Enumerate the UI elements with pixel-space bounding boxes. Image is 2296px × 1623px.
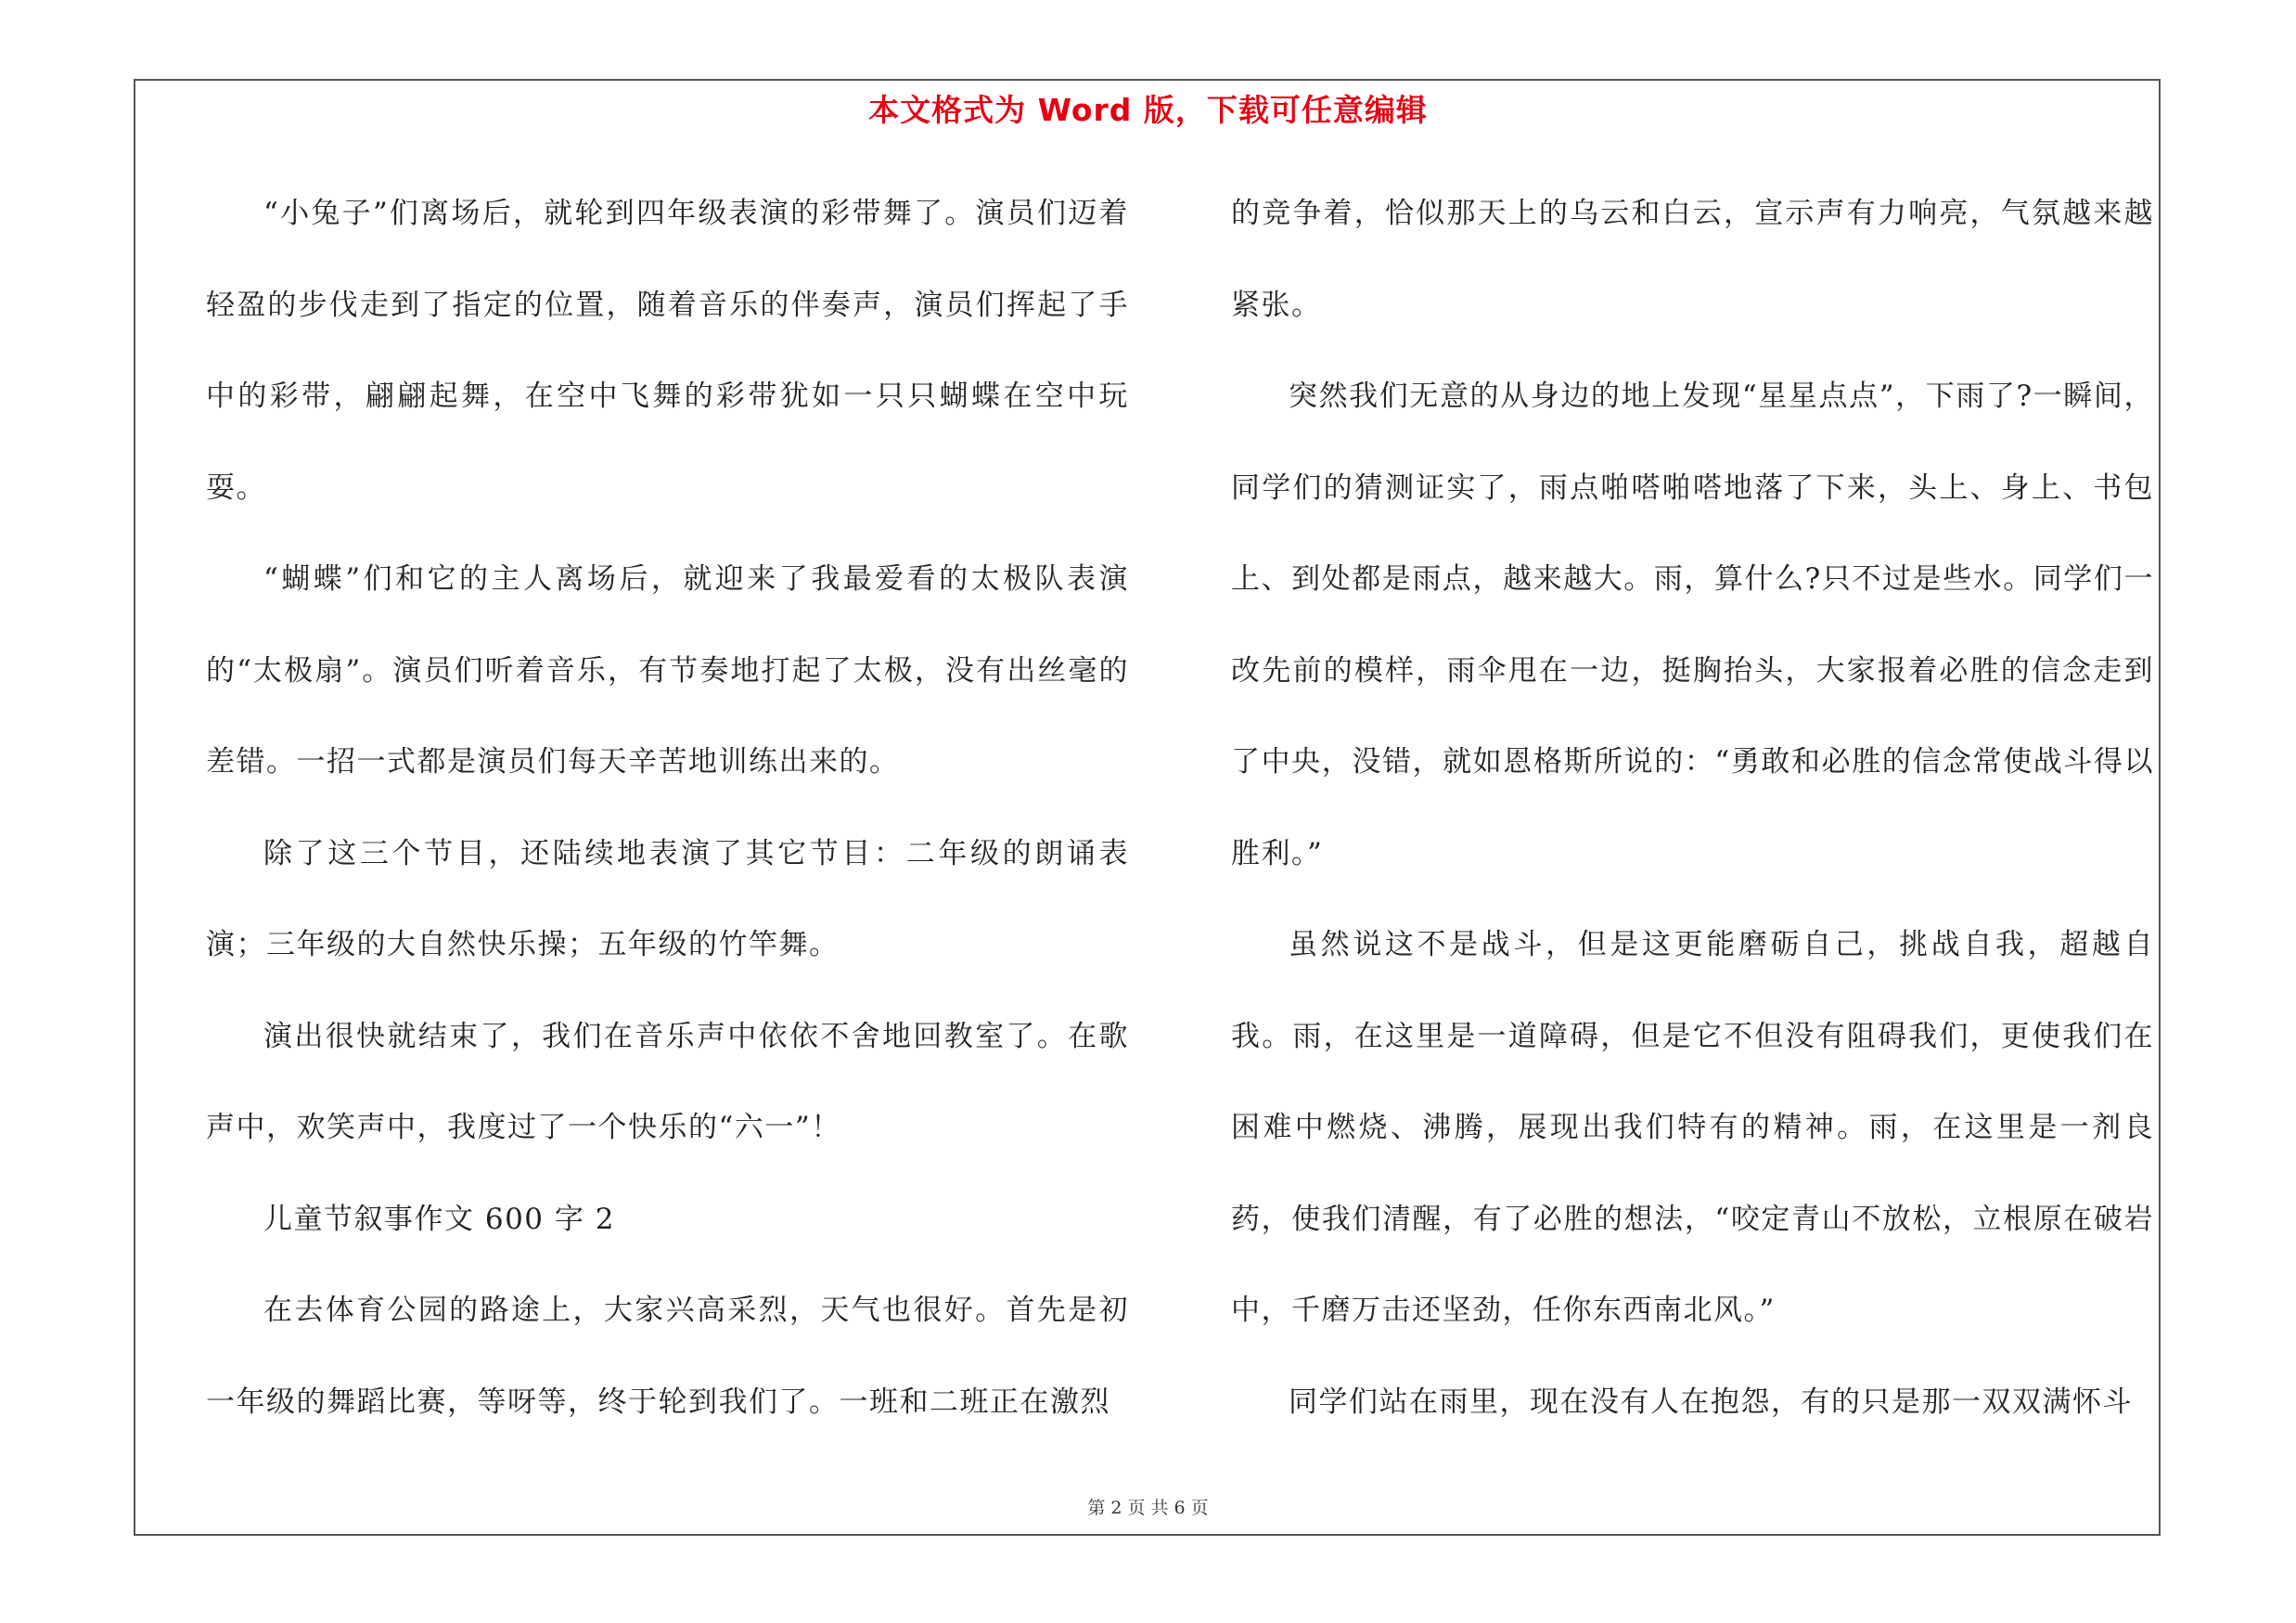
paragraph: 突然我们无意的从身边的地上发现“星星点点”，下雨了?一瞬间，同学们的猜测证实了，雨点啪嗒啪嗒地落了下来，头上、身上、书包上、到处都是雨点，越来越大。雨，算什么?只不过是些水。同学们一改先前的模样，雨伞甩在一边，挺胸抬头，大家报着必胜的信念走到了中央，没错，就如恩格斯所说的：“勇敢和必胜的信念常使战斗得以胜利。”: [1231, 380, 2154, 870]
paragraph-continuation: 的竞争着，恰似那天上的乌云和白云，宣示声有力响亮，气氛越来越紧张。: [1231, 197, 2154, 322]
paragraph: 虽然说这不是战斗，但是这更能磨砺自己，挑战自我，超越自我。雨，在这里是一道障碍，但是它不但没有阻碍我们，更使我们在困难中燃烧、沸腾，展现出我们特有的精神。雨，在这里是一剂良药，使我们清醒，有了必胜的想法，“咬定青山不放松，立根原在破岩中，千磨万击还坚劲，任你东西南北风。”: [1231, 928, 2154, 1327]
right-column: [1231, 168, 2154, 1448]
document-banner: 本文格式为 Word 版，下载可任意编辑: [868, 92, 1428, 128]
left-column: [206, 168, 1129, 1448]
paragraph: “蝴蝶”们和它的主人离场后，就迎来了我最爱看的太极队表演的“太极扇”。演员们听着音乐，有节奏地打起了太极，没有出丝毫的差错。一招一式都是演员们每天辛苦地训练出来的。: [206, 562, 1129, 779]
section-heading: 儿童节叙事作文 600 字 2: [263, 1202, 615, 1236]
page-number: 第 2 页 共 6 页: [1087, 1498, 1209, 1518]
paragraph: 演出很快就结束了，我们在音乐声中依依不舍地回教室了。在歌声中，欢笑声中，我度过了一个快乐的“六一”！: [206, 1019, 1129, 1144]
paragraph: “小兔子”们离场后，就轮到四年级表演的彩带舞了。演员们迈着轻盈的步伐走到了指定的位置，随着音乐的伴奏声，演员们挥起了手中的彩带，翩翩起舞，在空中飞舞的彩带犹如一只只蝴蝶在空中玩耍。: [206, 197, 1129, 505]
paragraph: 同学们站在雨里，现在没有人在抱怨，有的只是那一双双满怀斗: [1289, 1385, 2133, 1419]
paragraph: 除了这三个节目，还陆续地表演了其它节目：二年级的朗诵表演；三年级的大自然快乐操；五年级的竹竿舞。: [206, 836, 1129, 961]
paragraph: 在去体育公园的路途上，大家兴高采烈，天气也很好。首先是初一年级的舞蹈比赛，等呀等，终于轮到我们了。一班和二班正在激烈: [206, 1294, 1129, 1419]
